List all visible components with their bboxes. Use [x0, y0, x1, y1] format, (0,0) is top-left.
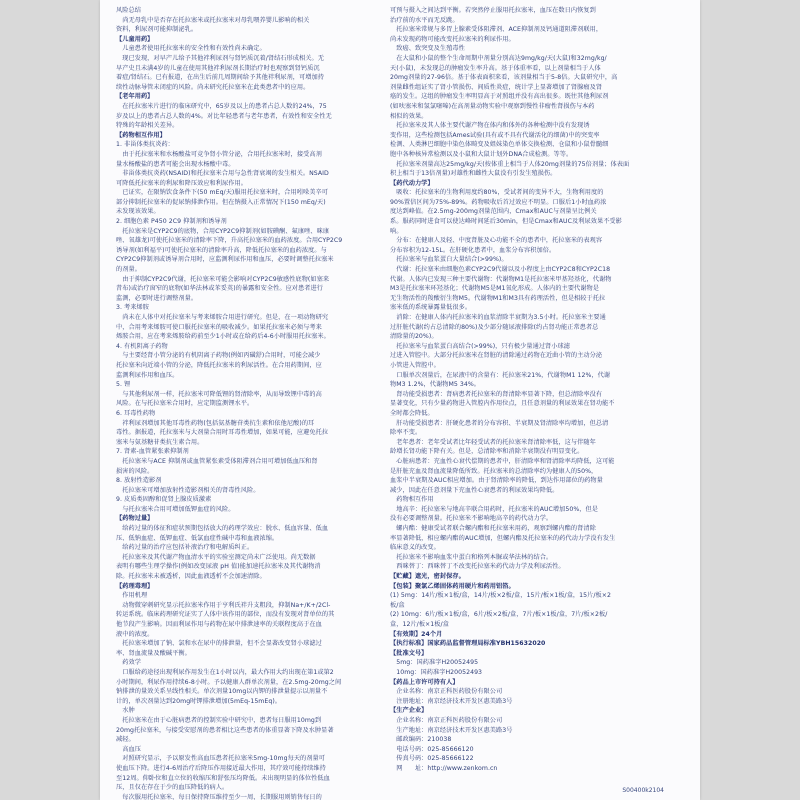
text-line: 响。 — [390, 227, 403, 235]
text-line: 物M3 1.2%，代谢物M5 34%。 — [390, 381, 481, 389]
text-line: 动物微穿刺研究显示托拉塞米作用于亨利氏袢升支粗段，抑制Na+/K+/2Cl- — [116, 601, 331, 609]
text-line: 7. 肾素-血管紧张素抑制剂 — [116, 448, 189, 456]
text-line: 塞米与氨基糖苷类抗生素合用。 — [116, 438, 204, 446]
text-line: 传真号码：025-85666122 — [390, 755, 474, 763]
text-line: 损害的风险。 — [116, 467, 154, 475]
text-line: 积上相当于13倍剂量)对雄性和雌性大鼠没有引发生殖损伤。 — [390, 170, 557, 178]
text-line: 计的，单次剂量达到20mg时钾排泄增加(5mEq-15mEq)。 — [116, 697, 282, 705]
text-line: 非甾体类抗炎药(NSAID)和托拉塞米合用与急性肾衰竭的发生相关。NSAID — [116, 170, 329, 178]
text-line: 9. 皮质类固醇和促肾上腺皮质激素 — [116, 496, 212, 504]
text-line: 【儿童用药】 — [116, 35, 154, 43]
text-line: 早产史且未满4岁的儿童在使用其他袢利尿剂长期治疗时也观察到肾钙质沉 — [116, 64, 320, 72]
text-line: 螺内酯：健康受试者联合螺内酯和托拉塞米用药，观察到螺内酯的肾清除 — [390, 525, 596, 533]
text-line: 除率不变。 — [390, 429, 422, 437]
text-line: 至12周。仰卧位和直立位的收缩压和舒张压均降低。未出现明显的体位性低血 — [116, 774, 330, 782]
text-line: 与其他利尿剂一样，托拉塞米可降低锂的肾清除率，从而导致锂中毒的高 — [116, 390, 322, 398]
text-line: 托拉塞米常规与多胃上腺素受体阻滞剂、ACE抑制剂及钙通道阻滞剂联用， — [390, 26, 603, 34]
text-line: 托拉塞米可增加放射性造影剂相关的肾毒性风险。 — [116, 486, 260, 494]
text-line: 5mg：国药准字H20052495 — [390, 659, 479, 667]
text-line: 塞米低的系统暴露量低很多。 — [390, 304, 472, 312]
text-line: 钠排泄的量效关系呈线性相关。单次剂量10mg以内钾的排泄量提示以剂量不 — [116, 688, 328, 696]
text-line: 口服单次剂量后，在尿液中的含量有：托拉塞米21%，代谢物M1 12%，代谢 — [390, 371, 611, 379]
text-line: 相似的效果。 — [390, 112, 428, 120]
text-line: 使血压下降。进行4-6周治疗后降压作用接近最大作用，其疗效可能持续维持 — [116, 764, 326, 772]
text-line: 尚未在人体中对托拉塞米与考来烯胺合用进行研究。但是，在一项动物研究 — [116, 314, 329, 321]
text-line: 老年患者：老年受试者比年轻受试者的托拉塞米肾清除率低，这与伴随年 — [390, 438, 596, 446]
text-line: 【批准文号】 — [390, 649, 428, 657]
text-line: 肾功能受损患者：肾病患者托拉塞米的肾清除率显著下降，但总清除率没有 — [390, 390, 603, 398]
text-line: 可降低托拉塞米的利尿和降压效应和利尿作用。 — [116, 179, 247, 187]
text-line: 托拉塞米与ACE 抑制剂或血管紧张素受体阻滞剂合用可增加低血压和肾 — [116, 457, 318, 465]
text-line: 过进入管腔中。大部分托拉塞米在肾脏的清除通过药物在近曲小管的主动分泌 — [390, 352, 603, 360]
text-line: 代谢：托拉塞米由细胞色素CYP2C9代谢以及小程度上由CYP2C8和CYP2C18 — [390, 266, 611, 274]
text-line: 风险总结 — [116, 7, 141, 14]
footer-code: S00400k2104 — [622, 787, 664, 794]
text-line: 资料，利尿剂可能抑制泌乳。 — [116, 26, 198, 34]
text-line: 托拉塞米不影响血浆中蛋白和格列本脲或华法林的结合。 — [390, 553, 553, 561]
text-line: 小时期间，利尿作用持续6-8小时。予以健康人群单次剂量，在2.5mg-20mg之间 — [116, 678, 342, 686]
text-line: 度达到峰值。在2.5mg-200mg剂量范围内，Cmax和AUC与剂量呈比例关 — [390, 208, 597, 216]
text-line: 20mg剂量的27-96倍。基于体表面积来看，该剂量相当于5-8倍。大鼠研究中，高 — [390, 74, 618, 82]
text-line: 唑、氧雄龙)可使托拉塞米的清除率下降，升高托拉塞米的血药浓度。合用CYP2C9 — [116, 237, 343, 245]
text-line: 1. 非甾体类抗炎药： — [116, 141, 174, 149]
text-line: 临床意义的改变。 — [390, 544, 440, 552]
text-line: 除。托拉塞米未被透析，因此血液透析不会加速清除。 — [116, 573, 266, 581]
text-line: 毒性。据报道，托拉塞米与大剂量合用时耳毒性增加，如果可能，应避免托拉 — [116, 429, 329, 437]
text-line: 表明有哪些生理学操作(例如改变尿液 pH 值)能加速托拉塞米及其代谢物消 — [116, 563, 321, 571]
text-line: 托拉塞米及其代谢产物血清水平的实验室测定尚未广泛使用。尚无数据 — [116, 553, 316, 561]
text-line: 已证实，在限钠饮食条件下(50 mEq/天)服用托拉塞米时，合用吲哚美辛可 — [116, 189, 328, 197]
text-line: 吸收：托拉塞米的生物利用度约80%，受试者间的变异不大，生物利用度的 — [390, 189, 604, 197]
text-line: 生产地址：南京经济技术开发区惠美路3号 — [390, 726, 513, 734]
text-line: 治疗前的水平而无反跳。 — [390, 16, 459, 24]
text-line: 由于托拉塞米和水杨酸盐可竞争肾小管分泌，合用托拉塞米时，接受高剂 — [116, 150, 322, 158]
text-line: 邮政编码：210038 — [390, 736, 452, 744]
text-line: 减少，因此在任意剂量下充血性心衰患者的利尿效果均降低。 — [390, 486, 559, 494]
text-line: 【药品上市许可持有人】 — [390, 678, 459, 686]
text-line: 全时都会降低。 — [390, 409, 434, 417]
text-line: 部分抑制托拉塞米的促尿钠排泄作用。但在钠摄入正常情况下(150 mEq/天) — [116, 198, 326, 206]
text-line: 8. 放射性造影剂 — [116, 477, 162, 485]
text-line: 转运系统。临床药理研究证实了人体中该作用的部位，而没有发现对肾单位的其 — [116, 611, 335, 619]
text-line: 风险。在与托拉塞米合用时，应定期监测锂水平。 — [116, 400, 254, 408]
text-line: 没有必要调整剂量。托拉塞米不影响地高辛的药代动力学。 — [390, 515, 553, 523]
text-line: 企业名称：南京正科医药股份有限公司 — [390, 688, 503, 696]
text-line: 尚无母乳中是否存在托拉塞米或托拉塞米对母乳喂养婴儿影响的相关 — [116, 16, 310, 24]
text-line: (1) 5mg：14片/板×1板/盒，14片/板×2板/盒，15片/板×1板/盒，15片/板×2 — [390, 592, 611, 600]
text-line: 网 址：http://www.zenkom.cn — [390, 764, 498, 772]
text-line: 电话号码：025-85666120 — [390, 745, 474, 753]
text-line: 昔布)或治疗窗窄的底物(如华法林或苯妥英)的暴露和安全性。应对患者进行 — [116, 285, 323, 293]
text-line: 在托拉塞米片进行的临床研究中，65岁及以上的患者占总人数的24%，75 — [116, 102, 327, 110]
text-line: 【药代动力学】 — [390, 179, 434, 187]
text-line: 液中的浓度。 — [116, 630, 154, 638]
text-line: 清除量的20%)。 — [390, 333, 438, 341]
text-line: 6. 耳毒性药物 — [116, 409, 156, 417]
text-line: 过肝脏代谢(约占总清除的80%)及少部分随尿液排除(约占肾功能正常患者总 — [390, 323, 599, 331]
text-line: 托拉塞米及其人体主要代谢产物在体内和体外的各种检测中没有发现诱 — [390, 122, 590, 130]
text-line: 可预与摄入之间达到平衡。若突然停止服用托拉塞米，血压在数日内恢复到 — [390, 7, 596, 14]
text-line: 【执行标准】国家药品监督管理局标准YBH15632020 — [390, 640, 546, 648]
text-line: 诱导剂(如利福平)可使托拉塞米的清除率升高，降低托拉塞米的血药浓度。与 — [116, 246, 327, 254]
text-line: 注册地址：南京经济技术开发区惠美路3号 — [390, 697, 513, 705]
text-line: 是肝脏充血及肾血流量降低所致。托拉塞米的总清除率约为健康人的50%， — [390, 467, 598, 475]
text-line: 【有效期】24个月 — [390, 630, 443, 638]
text-line: 致癌、致突变及生殖毒性 — [390, 45, 465, 53]
text-line: 【老年用药】 — [116, 93, 154, 101]
text-line: 天(小鼠)，未发现总的肿瘤发生率升高。基于体重率看，以上剂量相当于人体 — [390, 64, 601, 72]
text-line: 剂量雌性组证实了肾小管损伤、间质性炎症，统计学上显著增加了肾腺瘤及肾 — [390, 83, 603, 91]
text-line: 与托拉塞米合用可增加低钾血症的风险。 — [116, 505, 235, 513]
text-line: 监测利尿作用和血压。 — [116, 371, 179, 379]
text-line: 岁及以上的患者占总人数的4%。对比年轻患者与老年患者，有效性和安全性无 — [116, 112, 332, 120]
text-line: 烯胺合用，应在考来烯胺给药前至少1小时或在给药后4-6小时服用托拉塞米。 — [116, 333, 330, 341]
text-line: 【贮藏】遮光，密封保存。 — [390, 573, 465, 581]
text-line: 特殊的年龄相关差异。 — [116, 122, 179, 130]
text-line: 在大鼠和小鼠的整个生命周期中剂量分别高达9mg/kg/天(大鼠)和32mg/kg/ — [390, 54, 607, 62]
text-line: 板/盒 — [390, 601, 405, 609]
text-line: M3是托拉塞米环羟基化；代谢物M5是M1氧化形成。人体内的主要代谢物是 — [390, 285, 600, 293]
text-line: 托拉塞米在由于心脏病患者的控制实验中研究中，患者每日服用10mg到 — [116, 716, 322, 724]
text-line: 的剂量。 — [116, 266, 141, 274]
text-line: 托拉塞米与血浆蛋白大量结合(>99%)。 — [390, 256, 508, 264]
text-line: 减轻。 — [116, 736, 135, 744]
text-line: 现已发现，对早产儿给予其他袢利尿剂与肾钙质沉着/肾结石形成相关。无 — [116, 54, 324, 62]
text-line: 小管进入管腔中。 — [390, 361, 440, 369]
text-line: 癌的发生。这组的肿瘤发生率明显高于对照组并没有高出很多。既往其他利尿剂 — [390, 93, 609, 101]
text-line: 高血压 — [116, 745, 141, 753]
text-line: 托拉塞米增加了钠、氯和水在尿中的排泄量，但不会显著改变肾小球滤过 — [116, 640, 322, 648]
text-line: 托拉塞米剂量高达25mg/kg/天(按体重上相当于人体20mg剂量的75倍剂量；体表面 — [390, 160, 630, 168]
text-line: 5. 锂 — [116, 381, 131, 389]
text-line: 地高辛：托拉塞米与地高辛联合用药时，托拉塞米的AUC增加50%，但是 — [390, 505, 599, 513]
text-line: 无生物活性的羧酸衍生物M5。代谢物M1和M3具有药理活性，但是相较于托拉 — [390, 294, 606, 302]
leaflet-sheet — [100, 0, 700, 800]
text-line: 2. 细胞色素 P450 2C9 抑制剂和诱导剂 — [116, 218, 227, 226]
text-line: 10mg：国药准字H20052493 — [390, 668, 483, 676]
text-line: 胞中各种核异常检测以及小鼠和大鼠计划外DNA合成检测。等等。 — [390, 150, 573, 158]
text-line: 着症/肾结石。已有报道，在出生后前几周期间给予其他袢利尿剂，可增加持 — [116, 74, 324, 82]
text-line: 【包装】聚氯乙烯固体药用硬片和药用铝箔。 — [390, 582, 515, 590]
text-line: 每次服用托拉塞米，每日保持降压维持至少一周，长期服用则销售每日的 — [116, 793, 322, 800]
text-line: 他节段产生影响。因而利尿作用与药物在尿中排泄速率的关联程度高于在血 — [116, 621, 322, 628]
text-line: 给药过量的治疗应包括补液治疗和电解质纠正。 — [116, 544, 254, 552]
text-line: 药效学 — [116, 659, 141, 667]
text-line: 率、肾血流量及酸碱平衡。 — [116, 649, 191, 657]
text-line: 心脏病患者：充血性心衰代偿期的患者中，肝清除率和肾清除率均降低，这可能 — [390, 457, 615, 465]
text-line: 由于抑制CYP2C9代谢，托拉塞米可能会影响对CYP2C9敏感性底物(如塞来 — [116, 275, 330, 283]
text-line: 肝功能受损患者：肝硬化患者的分布容积、半衰期及肾清除率均增加，但总清 — [390, 419, 609, 427]
text-line: 西咪替丁：西咪替丁不改变托拉塞米药代动力学及利尿活性。 — [390, 563, 565, 571]
text-line: 代谢。人体内已发现三种主要代谢物：代谢物M1是托拉塞米甲基羟基化，代谢物 — [390, 275, 612, 283]
text-line: 与主要经肾小管分泌的有机阴离子药物(例如丙磺舒)合用时，可能会减少 — [116, 352, 321, 360]
text-line: 尚未发现药物可能改变托拉塞米的利尿作用。 — [390, 35, 515, 43]
text-line: 压、低钠血症、低钾血症、低氯血症性碱中毒和血液浓缩。 — [116, 534, 279, 542]
text-line: 监测，必要时进行调整剂量。 — [116, 294, 198, 302]
text-line: 4. 有机阴离子药物 — [116, 342, 168, 350]
text-line: 20mg托拉塞米，与接受安慰剂的患者相比这些患者的体重显著下降及水肿显著 — [116, 726, 334, 734]
text-line: 率显著降低，相应螺内酯的AUC增加，但螺内酯及托拉塞米的药代动力学没有发生 — [390, 534, 616, 542]
text-line: 作用机理 — [116, 592, 148, 600]
text-line: 消除：在健康人体内托拉塞米的血浆清除半衰期为3.5小时。托拉塞米主要通 — [390, 314, 606, 321]
text-line: 90%置信区间为75%-89%。药物吸收后首过效应不明显。口服后1小时血药浓 — [390, 198, 607, 206]
text-line: (2) 10mg：6片/板×1板/盒，6片/板×2板/盒，7片/板×1板/盒，7片/板×2板/ — [390, 611, 608, 619]
text-line: 【药理毒理】 — [116, 582, 154, 590]
text-line: 【药物过量】 — [116, 515, 154, 523]
text-line: 中，合用考来烯胺可使口服托拉塞米的吸收减少。如果托拉塞米必须与考来 — [116, 323, 322, 331]
text-line: 未发现该效果。 — [116, 208, 160, 216]
text-line: 3. 考来烯胺 — [116, 304, 149, 312]
text-line: CYP2C9抑制剂或诱导剂合用时，应监测利尿作用和血压，必要时调整托拉塞米 — [116, 256, 334, 264]
text-line: 药物相互作用 — [390, 496, 434, 504]
text-line: 龄增长肾功能下降有关。但是，总清除率和消除半衰期没有明显变化。 — [390, 448, 584, 456]
text-line: 托拉塞米与血浆蛋白高结合(>99%)，只有极少量通过肾小球滤 — [390, 342, 571, 350]
text-line: 【药物相互作用】 — [116, 131, 166, 139]
text-line: 盒，12片/板×1板/盒 — [390, 621, 449, 628]
text-line: 血浆中半衰期及AUC相应增加。由于肾清除率的降低，到达作用部位的药物量 — [390, 477, 603, 485]
left-column — [116, 6, 378, 800]
text-line: 口服给药途径出现利尿作用发生在1小时以内，最大作用大约出现在第1或第2 — [116, 668, 334, 676]
text-line: 儿童患者使用托拉塞米的安全性和有效性尚未确定。 — [116, 45, 266, 53]
text-line: 分布容积为12-15L。在肝硬化患者中，血浆分布容积加倍。 — [390, 246, 556, 254]
text-line: 【生产企业】 — [390, 707, 428, 715]
right-column — [390, 6, 652, 774]
text-line: 托拉塞米是CYP2C9的底物，合用CYP2C9抑制剂(如胺碘酮、氟康唑、咪康 — [116, 227, 330, 235]
text-line: 显著变化，只有少量药物进入管腔内作用位点，且任意剂量的利尿效果在肾功能不 — [390, 400, 615, 408]
text-line: (如呋塞米和氢氯噻嗪)在高剂量动物实验中观察到慢性非瘤性肾损伤与本药 — [390, 102, 595, 110]
text-line: 检测、人类淋巴细胞中染色体畸变及姐妹染色单体交换检测、仓鼠和小鼠骨髓细 — [390, 141, 609, 149]
text-line: 压，且仅在存在于少的血压降低的病人。 — [116, 784, 229, 792]
text-line: 袢利尿剂增加其他耳毒性药物(包括氨基糖苷类抗生素和依他尼酸)的耳 — [116, 419, 315, 427]
text-line: 变作用，这些检测包括Ames试验(具有或不具有代谢活化的细菌)中的突变率 — [390, 131, 600, 139]
text-line: 水肿 — [116, 707, 135, 715]
text-line: 系。服药同时进食可以使达峰时间延后30min，但是Cmax和AUC及利尿效果不受影 — [390, 218, 622, 226]
text-line: 量水杨酸盐的患者可能会出现水杨酸中毒。 — [116, 160, 235, 168]
text-line: 托拉塞米向近端小管的分泌，降低托拉塞米的利尿活性。在合用药期间，应 — [116, 361, 322, 369]
text-line: 企业名称：南京正科医药股份有限公司 — [390, 716, 503, 724]
text-line: 分布：在健康人及轻、中度肾脏及心功能不全的患者中，托拉塞米的表观容 — [390, 237, 603, 245]
text-line: 续性动脉导管未闭症的风险。尚未研究托拉塞米在此类患者中的应用。 — [116, 83, 310, 91]
text-line: 给药过量的体征和症状预期包括放大的药理学效应：脱水、低血容量、低血 — [116, 525, 329, 533]
text-line: 对照研究显示，予以原发性高血压患者托拉塞米5mg-10mg每天的剂量可 — [116, 755, 326, 763]
